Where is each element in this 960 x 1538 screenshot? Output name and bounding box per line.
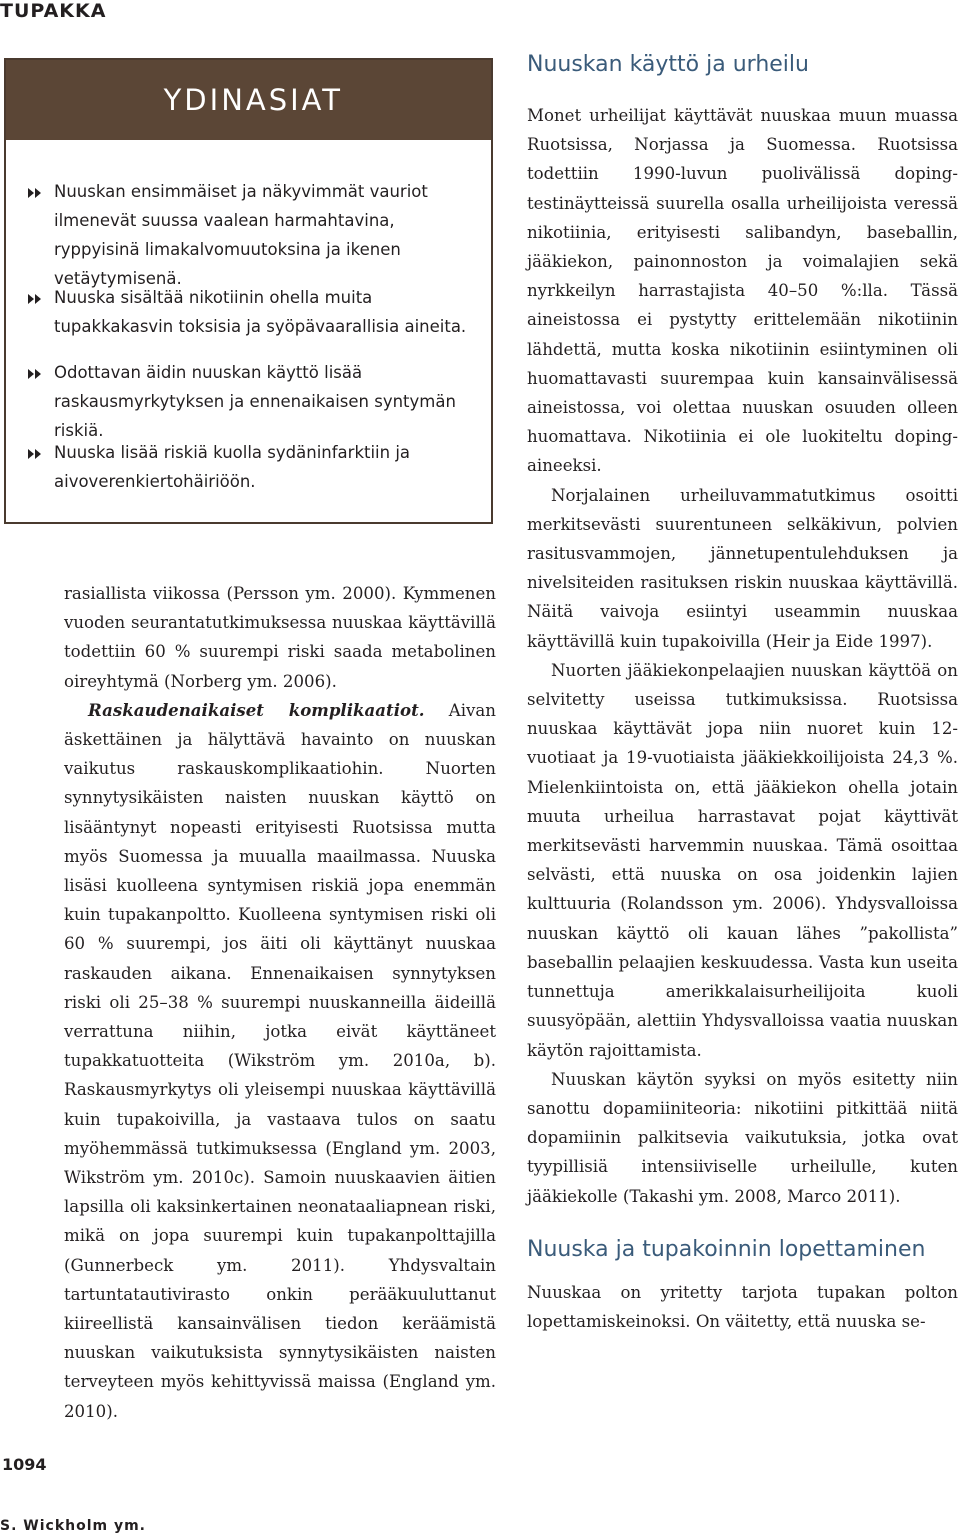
key-point-text: Nuuska lisää riskiä kuolla sydäninfarktiin ja aivoverenkiertohäiriöön. xyxy=(54,443,411,491)
left-paragraph-1: rasiallista viikossa (Persson ym. 2000). Kymmenen vuoden seurantatutkimuksessa nuuskaa käyttävillä todettiin 60 % suurempi riski saada metabolinen oireyhtymä (Norberg ym. 2006). xyxy=(64,584,496,691)
right-column xyxy=(527,50,958,1336)
page-number: 1094 xyxy=(2,1455,47,1474)
double-arrow-bullet-icon xyxy=(28,188,44,198)
key-point-text: Nuuskan ensimmäiset ja näkyvimmät vauriot ilmenevät suussa vaalean harmahtavina, ryppyisinä limakalvomuutoksina ja ikenen vetäytymisenä. xyxy=(54,182,428,288)
key-point-item xyxy=(26,283,482,341)
left-column xyxy=(64,579,496,1426)
key-point-item xyxy=(26,358,482,445)
runin-heading: Raskaudenaikaiset komplikaatiot. xyxy=(88,699,425,720)
running-header: TUPAKKA xyxy=(0,0,107,22)
section-heading-sport: Nuuskan käyttö ja urheilu xyxy=(527,52,809,77)
double-arrow-bullet-icon xyxy=(28,294,44,304)
right-paragraph-1: Monet urheilijat käyttävät nuuskaa muun muassa Ruotsissa, Norjassa ja Suomessa. Ruotsissa todettiin 1990-luvun puolivälissä doping-testinäytteissä suurella osalla urheilijoista veressä nikotiinia, erityisesti salibandyn, baseballin, jääkiekon, painonnoston ja voimalajien sekä nyrkkeilyn harrastajista 40–50 %:lla. Tässä aineistossa ei pystytty erittelemään nikotiinin lähdettä, mutta koska nikotiinin esiintyminen oli huomattavasti suurempaa kuin kansainvälisessä aineistossa, voi olettaa nuuskan osuuden olleen huomattava. Nikotiinia ei ole luokiteltu doping-aineeksi. xyxy=(527,106,958,476)
key-point-item xyxy=(26,438,482,496)
right-paragraph-4: Nuuskan käytön syyksi on myös esitetty niin sanottu dopamiiniteoria: nikotiini pitkittää niitä dopamiinin palkitsevia vaikutuksia, jotka ovat tyypillisiä intensiiviselle urheilulle, kuten jääkiekolle (Takashi ym. 2008, Marco 2011). xyxy=(527,1069,958,1206)
left-paragraph-2-text: Aivan äskettäinen ja hälyttävä havainto on nuuskan vaikutus raskauskomplikaatiohin. Nuorten synnytysikäisten naisten nuuskan käyttö on lisääntynyt nopeasti erityisesti Ruotsissa mutta myös Suomessa ja muualla maailmassa. Nuuska lisäsi kuolleena syntymisen riskiä jopa enemmän kuin tupakanpoltto. Kuolleena syntymisen riski oli 60 % suurempi, jos äiti oli käyttänyt nuuskaa raskauden aikana. Ennenaikaisen synnytyksen riski oli 25–38 % suurempi nuuskanneilla äideillä verrattuna niihin, jotka eivät käyttäneet tupakkatuotteita (Wikström ym. 2010a, b). Raskausmyrkytys oli yleisempi nuuskaa käyttävillä kuin tupakoivilla, ja vastaava tulos on saatu myöhemmässä tutkimuksessa (England ym. 2003, Wikström ym. 2010c). Samoin nuuskaavien äitien lapsilla oli kaksinkertainen neonataaliapnean riski, mikä on jopa suurempi kuin tupakanpolttajilla (Gunnerbeck ym. 2011). Yhdysvaltain tartuntatautivirasto onkin perääkuuluttanut kiireellistä kansainvälisen tiedon keräämistä nuuskan vaikutuksista synnytysikäisten naisten terveyteen myös kehittyvissä maissa (England ym. 2010). xyxy=(64,700,496,1421)
key-point-text: Nuuska sisältää nikotiinin ohella muita tupakkakasvin toksisia ja syöpävaarallisia aineita. xyxy=(54,288,467,336)
key-point-item xyxy=(26,177,482,293)
section-heading-quitting: Nuuska ja tupakoinnin lopettaminen xyxy=(527,1236,926,1262)
footer-author: S. Wickholm ym. xyxy=(0,1518,147,1534)
right-paragraph-3: Nuorten jääkiekonpelaajien nuuskan käyttöä on selvitetty useissa tutkimuksissa. Ruotsissa nuuskaa käyttävät jopa niin nuoret kuin 12-vuotiaat ja 19-vuotiaista jääkiekkoilijoista 24,3 %. Mielenkiintoista on, että jääkiekon ohella jotain muuta urheilua harrastavat pojat käyttivät merkitsevästi harvemmin nuuskaa. Tämä osoittaa selvästi, että nuuska on osa joidenkin lajien kulttuuria (Rolandsson ym. 2006). Yhdysvalloissa nuuskan käyttö oli kauan lähes ”pakollista” baseballin pelaajien keskuudessa. Vasta kun useita tunnettuja amerikkalaisurheilijoita kuoli suusyöpään, alettiin Yhdysvalloissa vaatia nuuskan käytön rajoittamista. xyxy=(527,660,958,1060)
key-points-title: YDINASIAT xyxy=(6,60,491,140)
double-arrow-bullet-icon xyxy=(28,449,44,459)
key-points-box xyxy=(4,58,493,524)
double-arrow-bullet-icon xyxy=(28,369,44,379)
key-point-text: Odottavan äidin nuuskan käyttö lisää raskausmyrkytyksen ja ennenaikaisen syntymän riskiä. xyxy=(54,363,456,440)
left-paragraph-2 xyxy=(64,696,496,1426)
right-paragraph-2: Norjalainen urheiluvammatutkimus osoitti merkitsevästi suurentuneen selkäkivun, polvien rasitusvammojen, jännetupentulehduksen ja nivelsiteiden rasituksen riskin nuuskaa käyttävillä. Näitä vaivoja esiintyi useammin nuuskaa käyttävillä kuin tupakoivilla (Heir ja Eide 1997). xyxy=(527,485,958,651)
right-paragraph-5: Nuuskaa on yritetty tarjota tupakan polton lopettamiskeinoksi. On väitetty, että nuuska se- xyxy=(527,1282,958,1331)
